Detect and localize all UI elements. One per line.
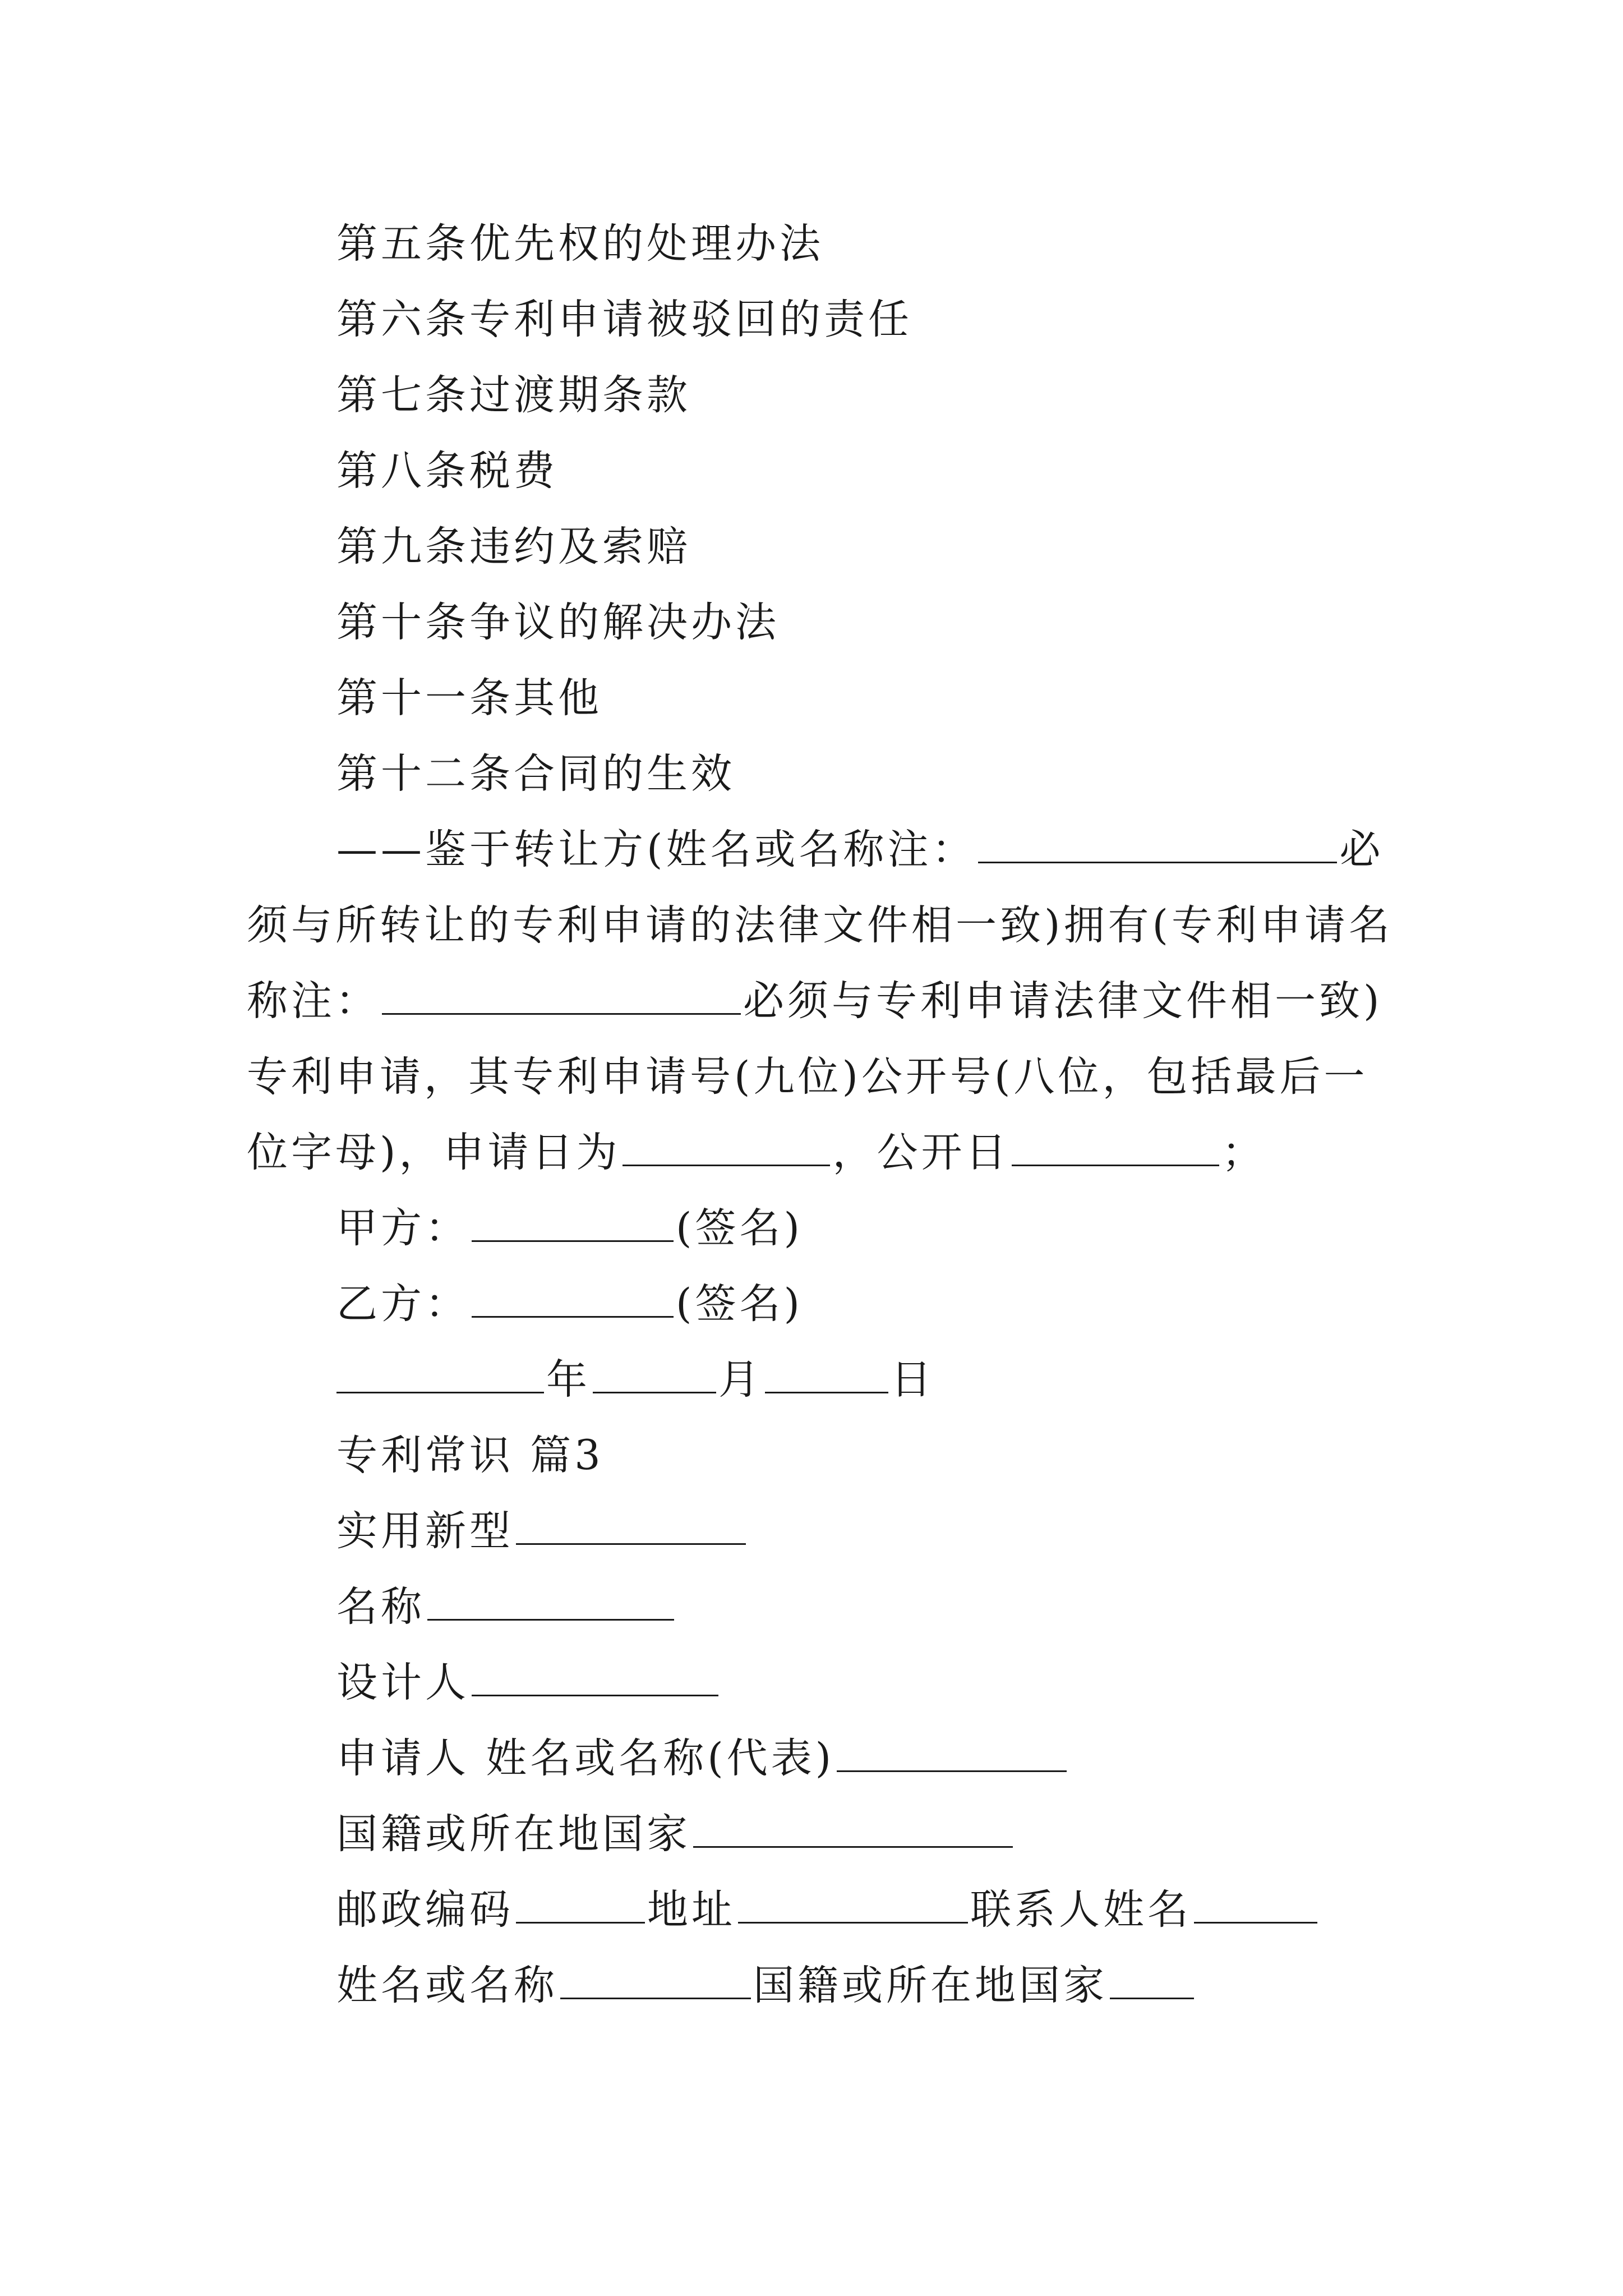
address-label: 地址 — [647, 1886, 736, 1934]
article-9: 第九条违约及索赔 — [336, 523, 691, 570]
year-blank[interactable] — [336, 1392, 544, 1393]
utility-model-label: 实用新型 — [336, 1507, 514, 1555]
article-12: 第十二条合同的生效 — [336, 750, 735, 798]
month-label: 月 — [718, 1356, 763, 1404]
article-11: 第十一条其他 — [336, 674, 602, 722]
preamble-text: 必 — [1339, 826, 1384, 873]
applicant-label: 申请人 姓名或名称(代表) — [336, 1734, 835, 1782]
name-field — [336, 1579, 676, 1635]
nationality-field — [336, 1806, 1015, 1862]
preamble-text: ，公开日 — [832, 1129, 1010, 1176]
contact-row — [336, 1882, 1320, 1938]
contact-blank[interactable] — [1194, 1922, 1317, 1924]
application-name-blank[interactable] — [382, 1013, 741, 1015]
transferor-name-blank[interactable] — [978, 862, 1337, 863]
application-date-blank[interactable] — [623, 1165, 830, 1166]
utility-model-blank[interactable] — [516, 1543, 746, 1545]
sign-label: (签名) — [676, 1204, 803, 1252]
utility-model-field — [336, 1503, 748, 1559]
preamble-text: 称注： — [247, 977, 380, 1025]
publication-date-blank[interactable] — [1012, 1165, 1219, 1166]
postcode-blank[interactable] — [516, 1922, 645, 1924]
name-nationality-row — [336, 1958, 1196, 2014]
nationality-label: 国籍或所在地国家 — [336, 1810, 691, 1858]
preamble-text: 必须与专利申请法律文件相一致) — [743, 977, 1383, 1025]
month-blank[interactable] — [593, 1392, 716, 1393]
article-7: 第七条过渡期条款 — [336, 371, 691, 419]
day-blank[interactable] — [765, 1392, 888, 1393]
party-b-signature — [336, 1276, 803, 1332]
preamble-line-4: 专利申请，其专利申请号(九位)公开号(八位，包括最后一 — [247, 1053, 1368, 1101]
nationality-blank[interactable] — [693, 1846, 1013, 1848]
preamble-line-3 — [247, 973, 1382, 1029]
name-label: 名称 — [336, 1583, 425, 1631]
designer-blank[interactable] — [472, 1695, 718, 1696]
article-6: 第六条专利申请被驳回的责任 — [336, 296, 912, 343]
applicant-blank[interactable] — [837, 1770, 1067, 1772]
contact-label: 联系人姓名 — [970, 1886, 1192, 1934]
designer-label: 设计人 — [336, 1659, 469, 1706]
nationality2-label: 国籍或所在地国家 — [753, 1962, 1108, 2009]
day-label: 日 — [891, 1356, 935, 1404]
preamble-text: ； — [1221, 1129, 1266, 1176]
party-b-label: 乙方： — [336, 1280, 469, 1328]
sign-label: (签名) — [676, 1280, 803, 1328]
party-b-blank[interactable] — [472, 1316, 674, 1318]
year-label: 年 — [546, 1356, 591, 1404]
applicant-field — [336, 1731, 1069, 1787]
name2-label: 姓名或名称 — [336, 1962, 558, 2009]
name2-blank[interactable] — [560, 1998, 751, 1999]
designer-field — [336, 1655, 721, 1711]
article-8: 第八条税费 — [336, 447, 558, 495]
preamble-line-5 — [247, 1125, 1266, 1181]
article-10: 第十条争议的解决办法 — [336, 599, 780, 646]
preamble-line-2: 须与所转让的专利申请的法律文件相一致)拥有(专利申请名 — [247, 901, 1393, 949]
postcode-label: 邮政编码 — [336, 1886, 514, 1934]
preamble-text: 位字母)，申请日为 — [247, 1129, 621, 1176]
date-line — [336, 1352, 935, 1408]
nationality2-blank[interactable] — [1110, 1998, 1194, 1999]
party-a-blank[interactable] — [472, 1240, 674, 1242]
article-5: 第五条优先权的处理办法 — [336, 220, 824, 268]
party-a-label: 甲方： — [336, 1204, 469, 1252]
preamble-text: ——鉴于转让方(姓名或名称注： — [336, 826, 976, 873]
section-title: 专利常识 篇3 — [336, 1432, 604, 1479]
party-a-signature — [336, 1200, 803, 1257]
name-blank[interactable] — [427, 1619, 674, 1621]
preamble-line-1 — [336, 822, 1384, 878]
address-blank[interactable] — [738, 1922, 968, 1924]
